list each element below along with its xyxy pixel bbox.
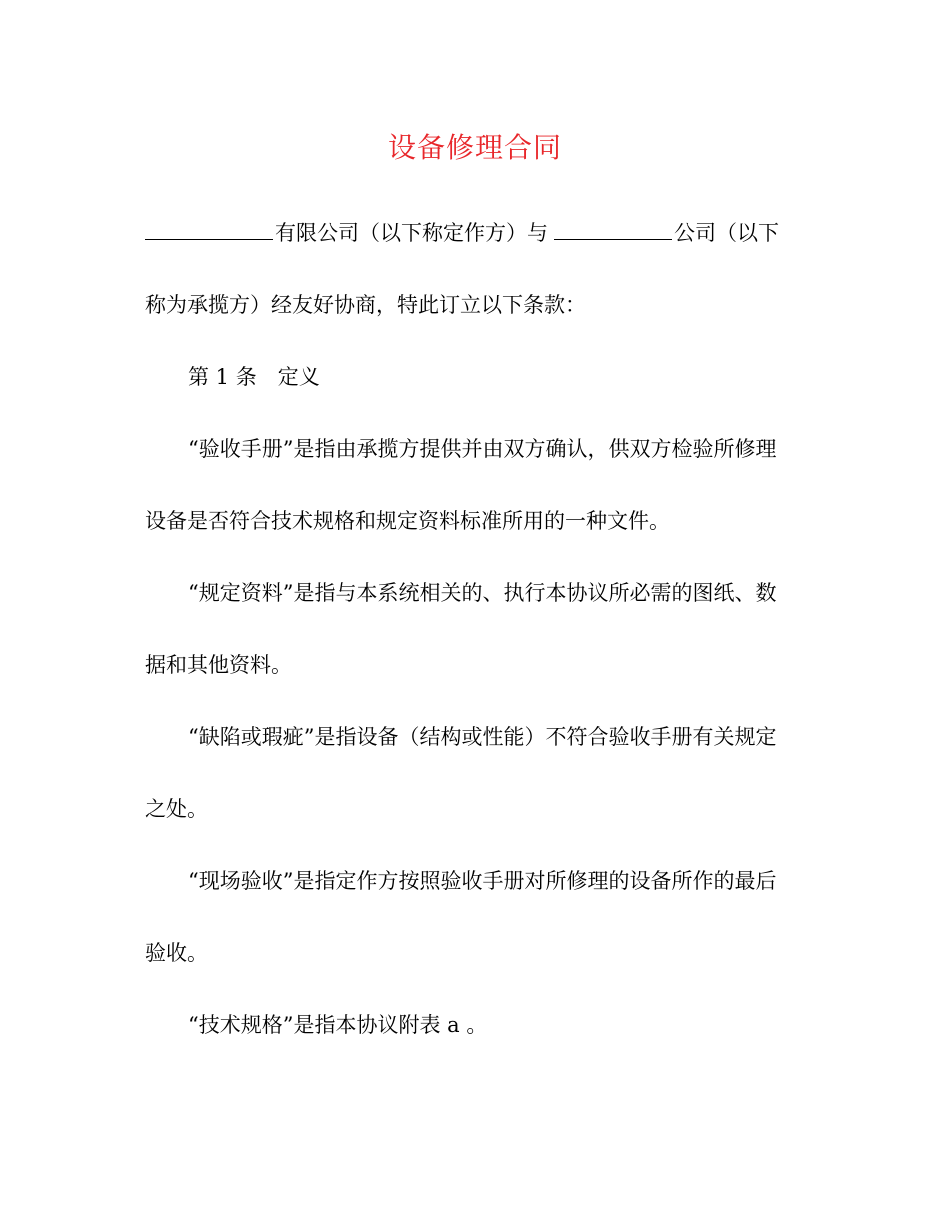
blank-party-a: [145, 238, 273, 240]
article-1-heading: 第 1 条 定义: [188, 365, 320, 389]
definition-5-line-1: “技术规格”是指本协议附表 a 。: [188, 1013, 488, 1037]
intro-line-2: 称为承揽方）经友好协商，特此订立以下条款：: [145, 293, 586, 317]
document-title: 设备修理合同: [387, 131, 562, 164]
definition-3-line-2: 之处。: [145, 797, 208, 821]
definition-4-line-1: “现场验收”是指定作方按照验收手册对所修理的设备所作的最后: [188, 869, 777, 893]
definition-2-line-2: 据和其他资料。: [145, 653, 292, 677]
intro-text-part-2: 公司（以下: [674, 221, 779, 245]
blank-party-b: [554, 238, 672, 240]
intro-text-part-1: 有限公司（以下称定作方）与: [275, 221, 548, 245]
intro-line-1: [145, 218, 779, 248]
definition-1-line-1: “验收手册”是指由承揽方提供并由双方确认，供双方检验所修理: [188, 437, 777, 461]
definition-3-line-1: “缺陷或瑕疵”是指设备（结构或性能）不符合验收手册有关规定: [188, 725, 777, 749]
definition-4-line-2: 验收。: [145, 941, 208, 965]
definition-2-line-1: “规定资料”是指与本系统相关的、执行本协议所必需的图纸、数: [188, 581, 777, 605]
definition-1-line-2: 设备是否符合技术规格和规定资料标准所用的一种文件。: [145, 509, 670, 533]
